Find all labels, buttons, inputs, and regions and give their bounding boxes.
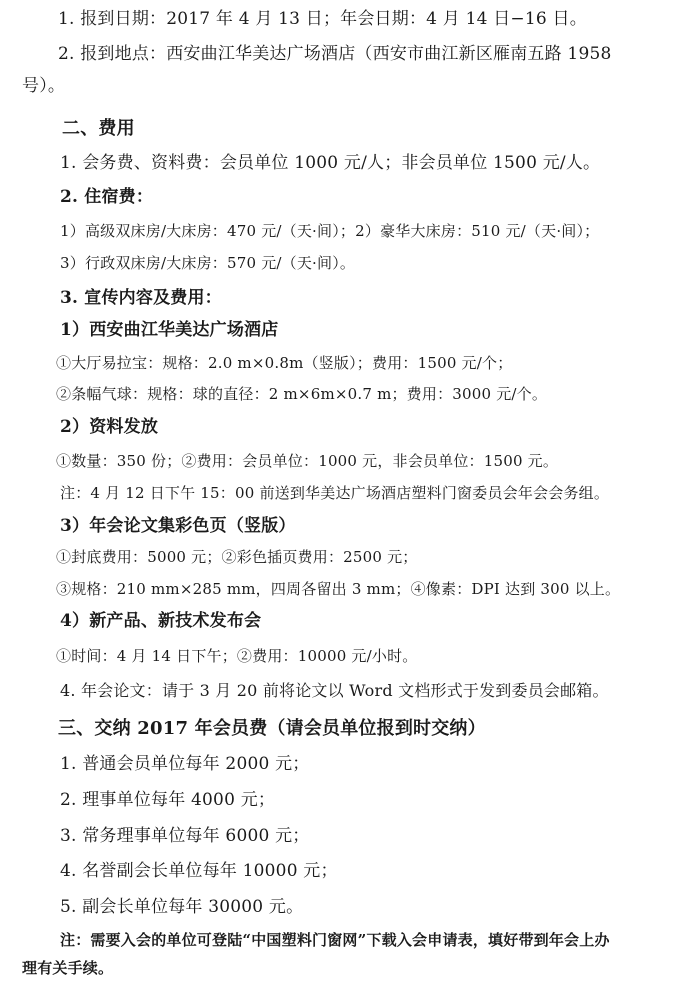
accommodation-fee-heading: 2. 住宿费： [60,187,154,207]
materials-distribution-subheading: 2）资料发放 [60,417,159,437]
product-launch-detail-line: ①时间：4 月 14 日下午；②费用：10000 元/小时。 [56,647,418,665]
hotel-publicity-subheading: 1）西安曲江华美达广场酒店 [60,320,279,340]
membership-fee-line-5: 5. 副会长单位每年 30000 元。 [60,897,304,917]
membership-fee-line-1: 1. 普通会员单位每年 2000 元； [60,754,310,774]
publicity-heading: 3. 宣传内容及费用： [60,288,222,308]
membership-note-continued: 理有关手续。 [22,959,114,977]
membership-note-line: 注：需要入会的单位可登陆“中国塑料门窗网”下载入会申请表，填好带到年会上办 [60,931,610,949]
paper-submission-line: 4. 年会论文：请于 3 月 20 前将论文以 Word 文档形式于发到委员会邮箱。 [60,681,609,700]
product-launch-subheading: 4）新产品、新技术发布会 [60,611,262,631]
room-rate-line-1: 1）高级双床房/大床房：470 元/（天·间）；2）豪华大床房：510 元/（天·间）； [60,222,600,240]
proceedings-cost-line: ①封底费用：5000 元；②彩色插页费用：2500 元； [56,548,418,566]
membership-fee-line-4: 4. 名誉副会长单位每年 10000 元； [60,861,338,881]
proceedings-spec-line: ③规格：210 mm×285 mm，四周各留出 3 mm；④像素：DPI 达到 300 以上。 [56,580,621,598]
section-fees-heading: 二、费用 [62,118,135,139]
membership-fee-line-3: 3. 常务理事单位每年 6000 元； [60,826,310,846]
lobby-banner-line: ①大厅易拉宝：规格：2.0 m×0.8m（竖版）；费用：1500 元/个； [56,354,513,372]
registration-location-continued: 号）。 [22,76,66,96]
materials-note-line: 注：4 月 12 日下午 15：00 前送到华美达广场酒店塑料门窗委员会年会会务组。 [60,484,610,502]
proceedings-color-pages-subheading: 3）年会论文集彩色页（竖版） [60,516,296,536]
balloon-banner-line: ②条幅气球：规格：球的直径：2 m×6m×0.7 m；费用：3000 元/个。 [56,385,548,403]
room-rate-line-2: 3）行政双床房/大床房：570 元/（天·间）。 [60,254,356,272]
materials-quantity-line: ①数量：350 份；②费用：会员单位：1000 元，非会员单位：1500 元。 [56,452,559,470]
membership-fee-line-2: 2. 理事单位每年 4000 元； [60,790,276,810]
section-membership-heading: 三、交纳 2017 年会员费（请会员单位报到时交纳） [58,718,486,739]
registration-location-line: 2. 报到地点：西安曲江华美达广场酒店（西安市曲江新区雁南五路 1958 [58,44,612,64]
conference-fee-line: 1. 会务费、资料费：会员单位 1000 元/人；非会员单位 1500 元/人。 [60,153,601,173]
registration-date-line: 1. 报到日期：2017 年 4 月 13 日；年会日期：4 月 14 日−16 日。 [58,9,587,29]
